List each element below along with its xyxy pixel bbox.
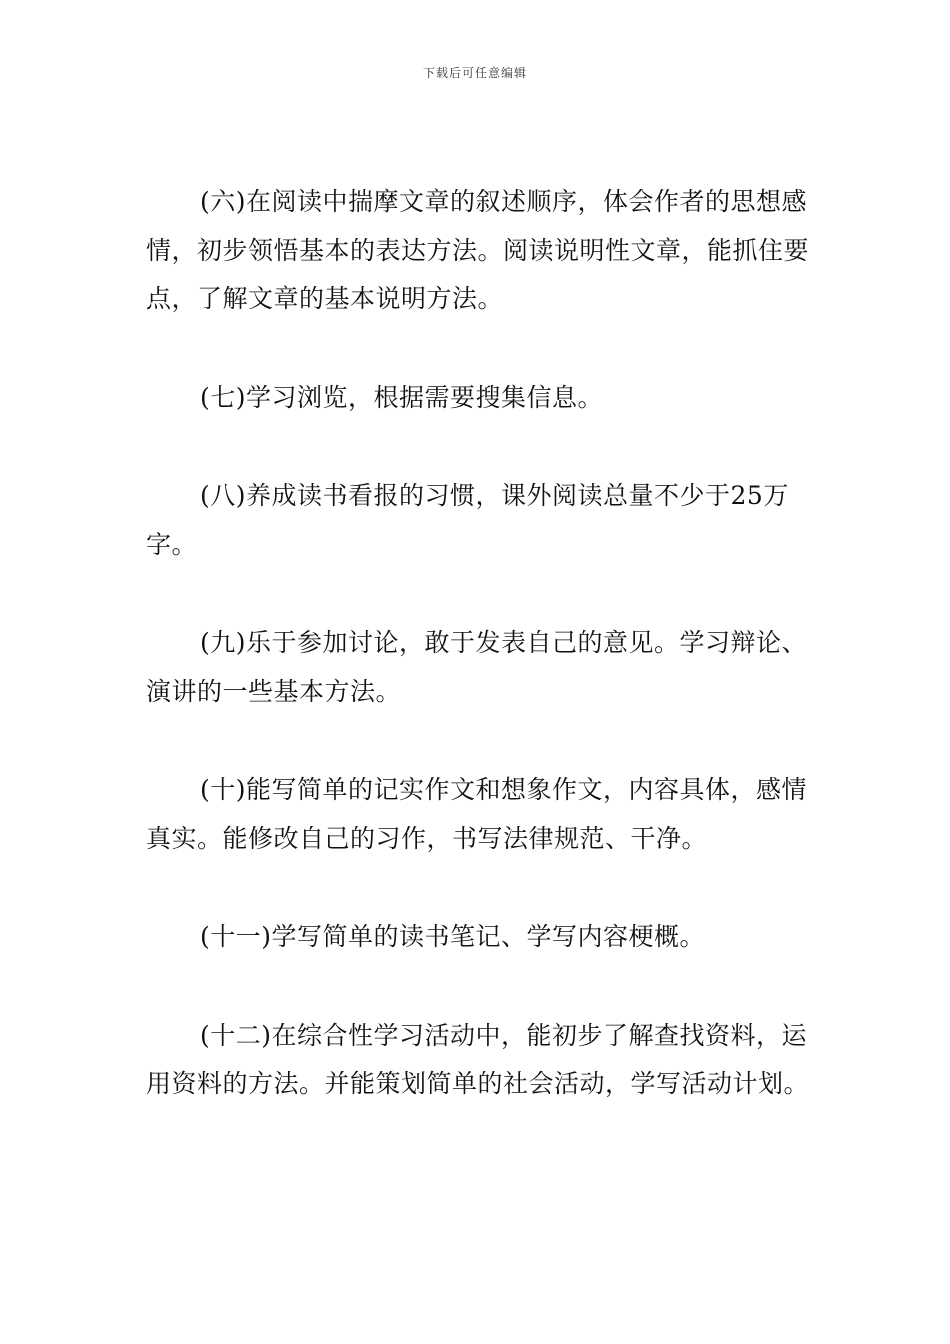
paragraph-12: (十二)在综合性学习活动中，能初步了解查找资料，运用资料的方法。并能策划简单的社会活动，学写活动计划。 xyxy=(146,1020,810,1098)
paragraph-11: (十一)学写简单的读书笔记、学写内容梗概。 xyxy=(200,922,706,951)
page-header-note: 下载后可任意编辑 xyxy=(422,66,527,80)
paragraph-9: (九)乐于参加讨论，敢于发表自己的意见。学习辩论、演讲的一些基本方法。 xyxy=(146,628,808,706)
paragraph-10: (十)能写简单的记实作文和想象作文，内容具体，感情真实。能修改自己的习作，书写法律规范、干净。 xyxy=(146,775,808,853)
document-body xyxy=(146,178,816,1159)
paragraph-7: (七)学习浏览，根据需要搜集信息。 xyxy=(200,382,604,412)
paragraph-6: (六)在阅读中揣摩文章的叙述顺序，体会作者的思想感情，初步领悟基本的表达方法。阅读说明性文章，能抓住要点，了解文章的基本说明方法。 xyxy=(146,187,810,313)
paragraph-8: (八)养成读书看报的习惯，课外阅读总量不少于25万字。 xyxy=(146,481,789,559)
